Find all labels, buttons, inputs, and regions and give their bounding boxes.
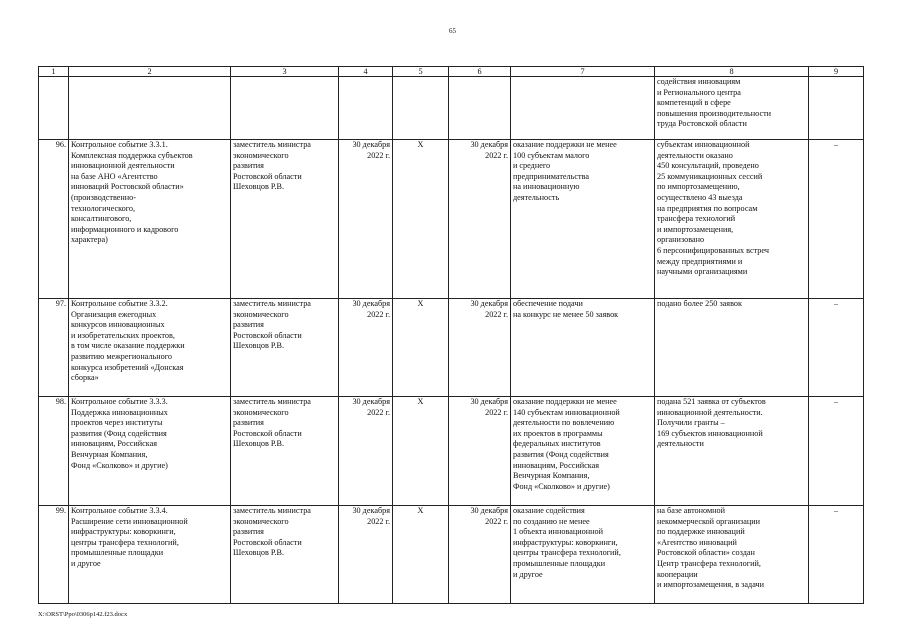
plan-date: 30 декабря 2022 г. [339,140,393,299]
header-col-7: 7 [511,67,655,77]
note: – [809,397,864,506]
note: – [809,140,864,299]
result: подана 521 заявка от субъектов инновационной деятельности. Получили гранты – 169 субъектов инновационной деятельности [655,397,809,506]
responsible: заместитель министра экономического развития Ростовской области Шеховцов Р.В. [231,140,339,299]
result: подано более 250 заявок [655,299,809,397]
col5-mark: Х [393,506,449,604]
table-row [39,397,864,506]
fact-date: 30 декабря 2022 г. [449,506,511,604]
continuation-result: содействия инновациям и Регионального центра компетенций в сфере повышения производительности труда Ростовской области [655,77,809,140]
responsible: заместитель министра экономического развития Ростовской области Шеховцов Р.В. [231,506,339,604]
header-col-1: 1 [39,67,69,77]
page-number: 65 [449,27,456,35]
header-col-9: 9 [809,67,864,77]
row-number: 97. [39,299,69,397]
table-row [39,140,864,299]
responsible: заместитель министра экономического развития Ростовской области Шеховцов Р.В. [231,397,339,506]
table-row [39,299,864,397]
indicator: оказание содействия по созданию не менее 1 объекта инновационной инфраструктуры: коворкинги, центры трансфера технологий, промышленные площадки и другое [511,506,655,604]
fact-date: 30 декабря 2022 г. [449,299,511,397]
responsible: заместитель министра экономического развития Ростовской области Шеховцов Р.В. [231,299,339,397]
fact-date: 30 декабря 2022 г. [449,397,511,506]
col5-mark: Х [393,299,449,397]
col5-mark: Х [393,140,449,299]
report-table [38,66,864,604]
note: – [809,299,864,397]
header-col-4: 4 [339,67,393,77]
header-col-3: 3 [231,67,339,77]
control-event: Контрольное событие 3.3.3. Поддержка инновационных проектов через институты развития (Фонд содействия инновациям, Российская Венчурная Компания, Фонд «Сколково» и другие) [69,397,231,506]
header-col-8: 8 [655,67,809,77]
plan-date: 30 декабря 2022 г. [339,299,393,397]
result: на базе автономной некоммерческой организации по поддержке инноваций «Агентство инноваций Ростовской области» создан Центр трансфера технологий, кооперации и импортозамещения, в задачи [655,506,809,604]
continuation-row [39,77,864,140]
result: субъектам инновационной деятельности оказано 450 консультаций, проведено 25 коммуникационных сессий по импортозамещению, осуществлено 43 выезда на предприятия по вопросам трансфера технологий и импортозамещения, организовано 6 персонифицированных встреч между предприятиями и научными организациями [655,140,809,299]
file-path-footer: X:\ORST\Ppo\0306p142.f23.docx [38,611,128,618]
row-number: 96. [39,140,69,299]
control-event: Контрольное событие 3.3.4. Расширение сети инновационной инфраструктуры: коворкинги, центры трансфера технологий, промышленные площадки и другое [69,506,231,604]
table-row [39,506,864,604]
row-number: 99. [39,506,69,604]
row-number: 98. [39,397,69,506]
indicator: обеспечение подачи на конкурс не менее 50 заявок [511,299,655,397]
note: – [809,506,864,604]
header-row [39,67,864,77]
header-col-2: 2 [69,67,231,77]
plan-date: 30 декабря 2022 г. [339,397,393,506]
header-col-6: 6 [449,67,511,77]
fact-date: 30 декабря 2022 г. [449,140,511,299]
control-event: Контрольное событие 3.3.1. Комплексная поддержка субъектов инновационной деятельности на базе АНО «Агентство инноваций Ростовской области» (производственно- технологического, консалтингового, информационного и кадрового характера) [69,140,231,299]
header-col-5: 5 [393,67,449,77]
plan-date: 30 декабря 2022 г. [339,506,393,604]
col5-mark: Х [393,397,449,506]
indicator: оказание поддержки не менее 100 субъектам малого и среднего предпринимательства на инновационную деятельность [511,140,655,299]
control-event: Контрольное событие 3.3.2. Организация ежегодных конкурсов инновационных и изобретательских проектов, в том числе оказание поддержки развитию межрегионального конкурса изобретений «Донская сборка» [69,299,231,397]
indicator: оказание поддержки не менее 140 субъектам инновационной деятельности по вовлечению их проектов в программы федеральных институтов развития (Фонд содействия инновациям, Российская Венчурная Компания, Фонд «Сколково» и другие) [511,397,655,506]
